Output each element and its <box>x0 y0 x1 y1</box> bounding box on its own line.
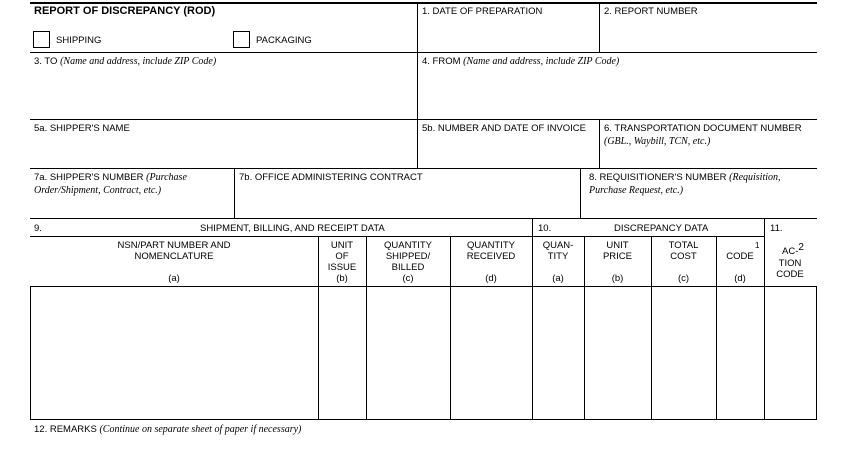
to-label: 3. TO (Name and address, include ZIP Code) <box>34 56 217 67</box>
col-qs-header-3: BILLED <box>391 262 425 273</box>
nsn-input-cell[interactable] <box>31 287 318 419</box>
section10-header-line <box>532 236 764 237</box>
unit-of-issue-input-cell[interactable] <box>319 287 366 419</box>
shippers-number-field[interactable] <box>31 198 233 217</box>
top-border <box>30 2 817 4</box>
section9-title: SHIPMENT, BILLING, AND RECEIPT DATA <box>200 223 385 234</box>
to-hint: (Name and address, include ZIP Code) <box>60 56 217 67</box>
total-cost-input-cell[interactable] <box>652 287 716 419</box>
discrepancy-code-input-cell[interactable] <box>717 287 764 419</box>
row-divider-4 <box>30 218 817 219</box>
row-divider-3 <box>30 168 817 169</box>
report-number-field[interactable] <box>600 18 816 51</box>
quantity-received-input-cell[interactable] <box>451 287 532 419</box>
col-code-superscript: 1 <box>755 241 760 250</box>
col-unit-header-1: UNIT <box>330 240 354 251</box>
section10-title: DISCREPANCY DATA <box>614 223 709 234</box>
table-right <box>816 286 817 419</box>
action-code-header-2: TION <box>778 258 802 269</box>
col-qr-letter: (d) <box>485 273 497 284</box>
col-up-letter: (b) <box>611 273 624 284</box>
date-of-preparation-label: 1. DATE OF PREPARATION <box>422 6 543 17</box>
col-nsn-letter: (a) <box>168 273 180 284</box>
requisitioner-number-field[interactable] <box>581 198 816 217</box>
col-tc-letter: (c) <box>677 273 690 284</box>
to-field[interactable] <box>31 68 416 118</box>
packaging-label: PACKAGING <box>256 35 312 46</box>
shipping-label: SHIPPING <box>56 35 102 46</box>
requisitioner-hint-2: Purchase Request, etc.) <box>589 185 684 196</box>
date-of-preparation-field[interactable] <box>418 18 598 51</box>
shipping-checkbox[interactable] <box>33 31 50 48</box>
shippers-name-field[interactable] <box>31 135 416 167</box>
shippers-name-label: 5a. SHIPPER'S NAME <box>34 123 130 134</box>
requisitioner-hint-1: (Requisition, <box>729 172 781 183</box>
form-title: REPORT OF DISCREPANCY (ROD) <box>34 5 216 17</box>
from-label: 4. FROM (Name and address, include ZIP Code) <box>422 56 620 67</box>
office-contract-label: 7b. OFFICE ADMINISTERING CONTRACT <box>239 172 423 183</box>
action-code-superscript: 2 <box>798 242 804 253</box>
remarks-hint: (Continue on separate sheet of paper if necessary) <box>99 424 302 435</box>
invoice-label: 5b. NUMBER AND DATE OF INVOICE <box>422 123 586 134</box>
col-tc-header-2: COST <box>670 251 697 262</box>
col-nsn-header-2: NOMENCLATURE <box>134 251 214 262</box>
col-qs-header-2: SHIPPED/ <box>385 251 431 262</box>
action-code-header-3: CODE <box>776 269 804 280</box>
section10-number: 10. <box>538 223 552 234</box>
col-tc-header-1: TOTAL <box>668 240 699 251</box>
col-qty-letter: (a) <box>552 273 564 284</box>
col-qs-header-1: QUANTITY <box>383 240 433 251</box>
col-qs-letter: (c) <box>402 273 414 284</box>
discrepancy-quantity-input-cell[interactable] <box>533 287 584 419</box>
transport-doc-label: 6. TRANSPORTATION DOCUMENT NUMBER <box>604 123 802 134</box>
from-hint: (Name and address, include ZIP Code) <box>463 56 620 67</box>
col-up-header-1: UNIT <box>606 240 629 251</box>
col-code-letter: (d) <box>734 273 746 284</box>
shippers-number-hint-2: Order/Shipment, Contract, etc.) <box>34 185 162 196</box>
col-unit-header-3: ISSUE <box>327 262 357 273</box>
unit-price-input-cell[interactable] <box>585 287 651 419</box>
requisitioner-number-label: 8. REQUISITIONER'S NUMBER (Requisition, <box>589 172 781 183</box>
section11-number: 11. <box>770 223 783 234</box>
col-code-header: CODE <box>726 251 754 262</box>
shippers-number-label: 7a. SHIPPER'S NUMBER (Purchase <box>34 172 187 183</box>
section9-header-line <box>30 236 562 237</box>
col-up-header-2: PRICE <box>602 251 633 262</box>
from-field[interactable] <box>418 68 816 118</box>
packaging-checkbox[interactable] <box>233 31 250 48</box>
office-contract-field[interactable] <box>235 184 579 217</box>
section9-number: 9. <box>34 223 42 234</box>
report-number-label: 2. REPORT NUMBER <box>604 6 698 17</box>
remarks-label: 12. REMARKS (Continue on separate sheet of paper if necessary) <box>34 424 302 435</box>
action-code-header-1: AC-2 <box>782 242 804 257</box>
transport-doc-field[interactable] <box>600 148 816 167</box>
row-divider-1 <box>30 52 817 53</box>
shippers-number-hint-1: (Purchase <box>146 172 187 183</box>
remarks-field[interactable] <box>31 437 816 462</box>
col-qr-header-1: QUANTITY <box>466 240 516 251</box>
invoice-field[interactable] <box>418 135 598 167</box>
col-qty-header-2: TITY <box>547 251 569 262</box>
col-unit-header-2: OF <box>335 251 349 262</box>
quantity-shipped-input-cell[interactable] <box>367 287 450 419</box>
row-divider-2 <box>30 119 817 120</box>
col-qty-header-1: QUAN- <box>542 240 574 251</box>
table-bottom <box>30 419 817 420</box>
col-nsn-header-1: NSN/PART NUMBER AND <box>117 240 231 251</box>
col-unit-letter: (b) <box>336 273 348 284</box>
col-qr-header-2: RECEIVED <box>466 251 516 262</box>
action-code-input-cell[interactable] <box>765 287 816 419</box>
transport-doc-hint: (GBL., Waybill, TCN, etc.) <box>604 136 711 147</box>
